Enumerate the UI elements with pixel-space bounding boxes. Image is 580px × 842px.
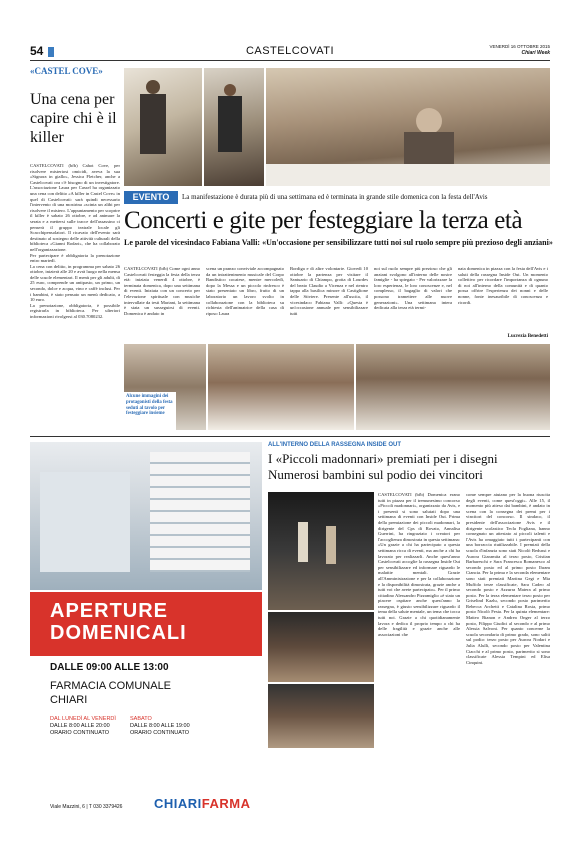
left-body-p3: La cena con delitto, in programma per sabato 26 ottobre, inizierà alle 20 e avrà luogo nella mensa delle scuole elementari. Il menù per gli adulti, di 25 euro, comprende un antipasto, un primo, un secondo, dolce e acqua, vino e caffè inclusi. Per i bambini, è stato pensato un menù dedicato, a 10 euro. — [30, 263, 120, 303]
header-rule — [30, 60, 550, 61]
main-title: Concerti e gite per festeggiare la terza età — [124, 207, 523, 234]
section-title: CASTELCOVATI — [245, 45, 335, 57]
photo-stage — [268, 492, 374, 610]
photo-children-1 — [268, 612, 374, 682]
main-col-2: scena un pranzo conviviale accompagnato da un intrattenimento musicale del Corpo Bandistico cocaiese, mentre mercoledì, dopo la Messa e un piccolo rinfresco è stato presentato un libro, frutto di un laboratorio un lavoro svolto in collaborazione con la biblioteca su richiesta dell'animatrice della casa di riposo Laura — [206, 266, 284, 316]
photo-top-left — [124, 68, 202, 186]
second-title-2: Numerosi bambini sul podio dei vincitori — [268, 467, 483, 482]
second-title-1: I «Piccoli madonnari» premiati per i disegni — [268, 451, 498, 466]
pharmacy-ad — [30, 442, 262, 834]
mid-rule — [30, 436, 550, 437]
left-body — [30, 163, 120, 431]
ad-logo — [154, 796, 251, 811]
ad-sat-label: SABATO — [130, 716, 152, 722]
ad-sat-hours-2: ORARIO CONTINUATO — [130, 730, 190, 736]
ad-pharmacy-2: CHIARI — [50, 694, 88, 706]
photo-top-right — [266, 68, 550, 186]
main-byline: Lucrezia Benedetti — [507, 334, 548, 339]
event-summary: La manifestazione è durata più di una settimana ed è terminata in grande stile domenica con la festa dell'Avis — [182, 193, 488, 201]
photo-mid-2 — [208, 344, 354, 430]
photo-top-middle — [204, 68, 264, 186]
left-title: Una cena per capire chi è il killer — [30, 91, 117, 146]
header-paper: Chiari Week — [521, 50, 550, 56]
ad-hours: DALLE 09:00 ALLE 13:00 — [50, 662, 169, 673]
main-col-1: CASTELCOVATI (bfb) Come ogni anno Castelcovati festeggia la festa della terza età: iniziata venerdì 4 ottobre, è terminata domenica, dopo una settimana di eventi. Iniziata con un concerto per l'elevazione spirituale con musiche intervallate da testi Mariani, la settimana è stata un susseguirsi di eventi. Domenica è andato in — [124, 266, 200, 316]
ad-title-1: APERTURE — [50, 600, 169, 622]
second-kicker: ALL'INTERNO DELLA RASSEGNA INSIDE OUT — [268, 442, 401, 448]
main-col-5: nata domenica in piazza con la festa dell'Avis e i saluti della rassegna Inside Out. Un momento collettivo per ricordare l'importanza di ognuno di noi all'interno della comunità e di quanto possa offrire l'esperienza dei nonni e delle nonne, fonte inesauribile di conoscenza e ricordi. — [458, 266, 548, 305]
main-col-3: Bordiga e di altre volontarie. Giovedì 10 ottobre la partenza per visitare il Santuario di Chiampo, grotta di Lourdes del beato Claudio a Vicenza e nel rientro tappa alla basilica minore di Castiglione delle Stiviere. Presente all'uscita, il vicesindaco Fabiana Valli: «Questa è un'occasione annuale per sensibilizzare tutti — [290, 266, 368, 316]
ad-weekday-hours-1: DALLE 8:00 ALLE 20:00 — [50, 723, 110, 729]
ad-pharmacy-1: FARMACIA COMUNALE — [50, 680, 172, 692]
photo-children-2 — [268, 684, 374, 748]
ad-shelf-image — [30, 442, 262, 590]
left-kicker: «CASTEL COVE» — [30, 66, 103, 76]
ad-logo-part1: CHIARI — [154, 796, 202, 811]
second-col-2: come sempre aiutano per la buona riuscita degli eventi, come quest'oggi». Alle 15, il momento più atteso dai bambini, è andato in scena con la consegna dei premi per i vincitori del concorso. Il sindaco, il presidente dell'associazione Avis e il dirigente scolastico Tecla Fogliana, hanno consegnato un attestato ai piccoli talenti e l'Avis ha omaggiato tutti i partecipanti con una borraccia riutilizzabile. I premiati della scuola d'infanzia sono stati Nicolò Bedussi e Aurora Giaramita al terzo posto, Cristian Barbareschi e Sara Francesca Romanesco al secondo posto ed al primo posto Ihram Ciancia. Per la prima e la seconda elementare sono stati premiati Martina Gegi e Mia Muffolo terze classificate, Sara Cadeo al secondo posto e Azzurra Matera al primo posto. Per la terza elementare terzo posto per Griselind Kazlu, secondo posto parimerito Rebecca Archetti e Catalina Rosia, primo posto Nicolò Festa. Per la quinta elementare: Matteo Bianon e Andrea Onger al terzo posto, Filippo Giudici al secondo e al primo Alessia Salvoni. Per quanto concerne la scuola secondaria di primo grado, sono saliti sul podio: terzo posto per Aurora Nodari e Julia Alulli, secondo posto per Valentina Ciacchi e al primo posto, parimerito si sono classificate Alessia Tempini ed Elisa Cinquini. — [466, 492, 550, 665]
event-label: EVENTO — [124, 191, 178, 204]
main-col-4: noi sul ruolo sempre più prezioso che gli anziani svolgono all'interno delle nostre famiglie - ha spiegato - Per valorizzare la loro esperienza, le loro conoscenze e, nel complesso, il bagaglio di valori che possono tramettere alle nuove generazioni». Una settimana intera dedicata alla terza età termi- — [374, 266, 452, 311]
ad-title-2: DOMENICALI — [50, 622, 187, 644]
page-number: 54 — [30, 44, 44, 58]
second-col-1: CASTELCOVATI (bfb) Domenica erano tutti in piazza per il tremunesimo concorso «Piccoli madonnari», organizzato da Avis, e i presenti si sono salutati dopo una settimana di eventi con Inside Out. Prima della premiazione dei piccoli madonnari, la dirigente del Cps di Rovato, Annalisa Guerrini, ha ringraziato i creatori per l'accoglienza dimostrata in questa settimana: «Un grazie a chi ha partecipato a questa settimana ricca di eventi, ma anche a chi ha lavorato per realizzarli. Anche quest'anno Castelcovati accoglie la rassegna Inside Out per sensibilizzare ed informare riguardo le malattie mentali. Grazie all'Amministrazione e per la collaborazione e la disponibilità dimostrata, grazie anche a tutti voi che avete partecipato». Per il primo cittadino Alessandro Pizzamiglio «è stato un piacere ospitare anche quest'anno la rassegna, è giusto sensibilizzare riguardo il tema della salute mentale, un tema che tocca tutti noi. Grazie a chi quotidianamente lavora e dedica il proprio tempo a chi ha delle fragilità e grazie anche alle associazioni che — [378, 492, 460, 637]
left-body-p4: La prenotazione, obbligatoria, è possibile registrarla in biblioteca. Per ulteriori informazioni rivolgersi al 030.7080232. — [30, 302, 120, 320]
left-body-p2: Per partecipare è obbligatoria la prenotazione entro martedì. — [30, 252, 120, 264]
ad-weekday-hours-2: ORARIO CONTINUATO — [50, 730, 110, 736]
ad-weekday-label: DAL LUNEDÌ AL VENERDÌ — [50, 716, 116, 722]
ad-logo-part2: FARMA — [201, 796, 251, 811]
photo-caption: Alcune immagini dei protagonisti della festa seduti al tavolo per festeggiare insieme — [124, 392, 176, 430]
ad-sat-hours-1: DALLE 8:00 ALLE 19:00 — [130, 723, 190, 729]
photo-mid-3 — [356, 344, 550, 430]
header-date: VENERDÌ 16 OTTOBRE 2015 — [489, 44, 550, 49]
left-body-p1: CASTELCOVATI (bfb) Cahot Cove, per risolvere misteriosi omicidi, aveva la sua «Signora in giallo», Jessica Fletcher, anche a Castelcovati ora c'è bisogno di un investigatore. L'associazione Laura per Cassel ha organizzato una cena con delitto «A killer in Castel Cove» in quel di Castelcovati: sarà quindi necessario l'intervento di una mostrina «scinta un alibi per risolvere il mistero. L'appuntamento per scoprire il killer è sabato 26 ottobre, e ad animare la serata e a mettersi sulle tracce dell'assassino ci penserà il gruppo teatrale locale gli Scacchipensolatori. Il ricavato dell'evento sarà destinato al sostegno delle attività culturali della biblioteca «Gianni Rodari», che ha collaborato nell'organizzazione. — [30, 163, 120, 252]
main-subtitle: Le parole del vicesindaco Fabiana Valli: «Un'occasione per sensibilizzare tutti noi sul ruolo sempre più prezioso degli anziani» — [124, 238, 553, 247]
ad-address: Viale Mazzini, 6 | T 030 3379426 — [50, 804, 123, 810]
